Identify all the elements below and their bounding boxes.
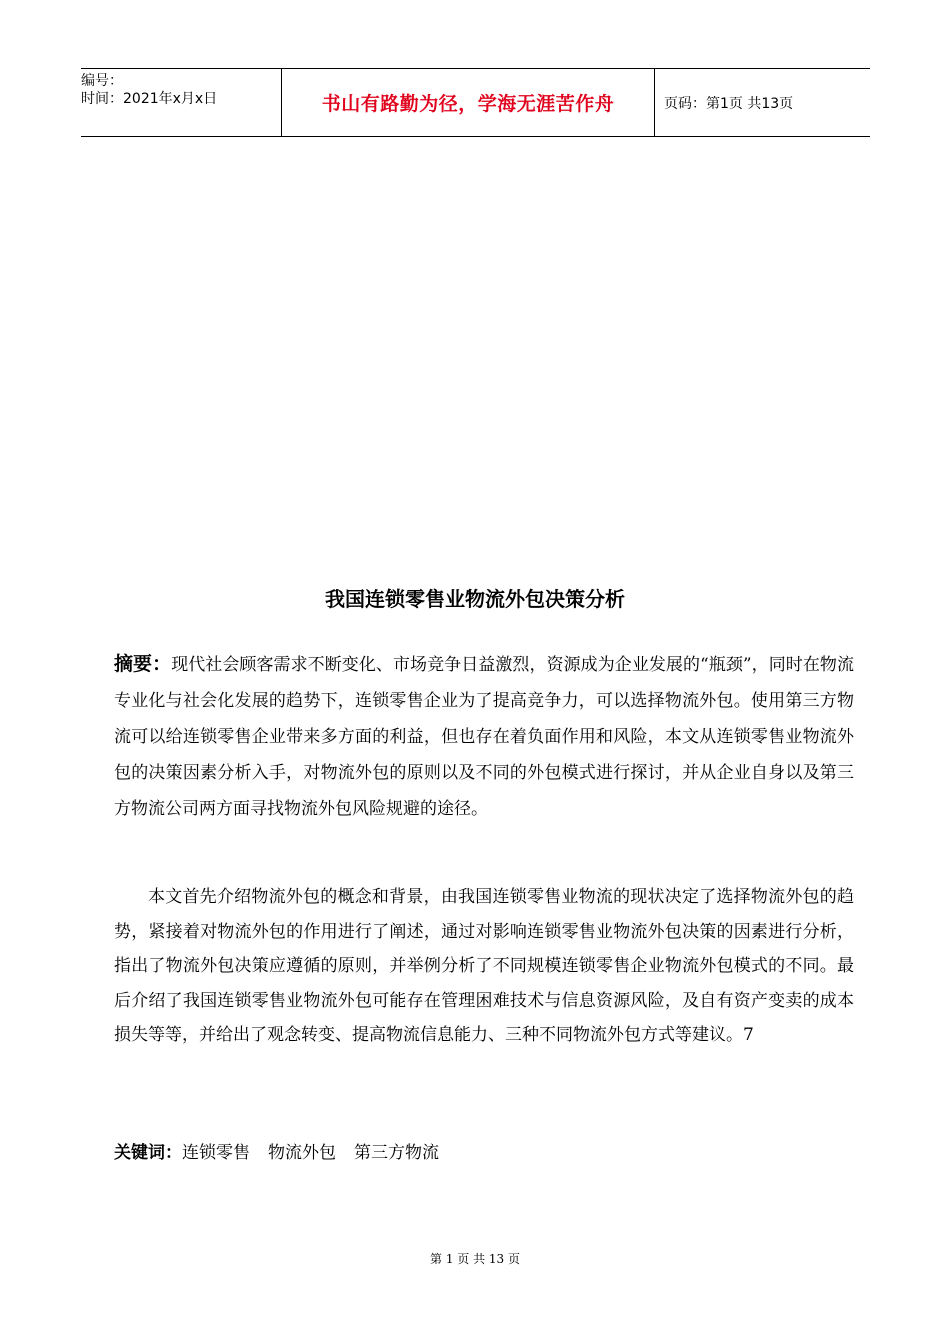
motto: 书山有路勤为径，学海无涯苦作舟 — [321, 93, 615, 115]
keywords-line — [114, 1138, 457, 1163]
header-meta — [81, 69, 281, 139]
keyword-item: 物流外包 — [268, 1143, 336, 1163]
page-info: 页码：第1页 共13页 — [664, 95, 794, 112]
header-table — [81, 68, 870, 137]
page-footer: 第 1 页 共 13 页 — [430, 1252, 520, 1266]
keywords-label: 关键词： — [114, 1143, 182, 1163]
abstract-label: 摘要： — [114, 653, 172, 675]
keyword-item: 连锁零售 — [182, 1143, 250, 1163]
abstract-paragraph — [114, 646, 854, 827]
document-title: 我国连锁零售业物流外包决策分析 — [325, 587, 625, 611]
abstract-text: 现代社会顾客需求不断变化、市场竞争日益激烈，资源成为企业发展的“瓶颈”，同时在物流专业化与社会化发展的趋势下，连锁零售企业为了提高竞争力，可以选择物流外包。使用第三方物流可以给连锁零售企业带来多方面的利益，但也存在着负面作用和风险，本文从连锁零售业物流外包的决策因素分析入手，对物流外包的原则以及不同的外包模式进行探讨，并从企业自身以及第三方物流公司两方面寻找物流外包风险规避的途径。 — [114, 655, 854, 819]
header-motto-cell — [281, 69, 655, 136]
number-label: 编号： — [81, 73, 123, 89]
keyword-item: 第三方物流 — [354, 1143, 439, 1163]
header-page-info — [654, 69, 880, 136]
time-label: 时间：2021年x月x日 — [81, 91, 218, 107]
intro-paragraph: 本文首先介绍物流外包的概念和背景，由我国连锁零售业物流的现状决定了选择物流外包的趋势，紧接着对物流外包的作用进行了阐述，通过对影响连锁零售业物流外包决策的因素进行分析，指出了物流外包决策应遵循的原则，并举例分析了不同规模连锁零售企业物流外包模式的不同。最后介绍了我国连锁零售业物流外包可能存在管理困难技术与信息资源风险，及自有资产变卖的成本损失等等，并给出了观念转变、提高物流信息能力、三种不同物流外包方式等建议。7 — [114, 887, 854, 1045]
